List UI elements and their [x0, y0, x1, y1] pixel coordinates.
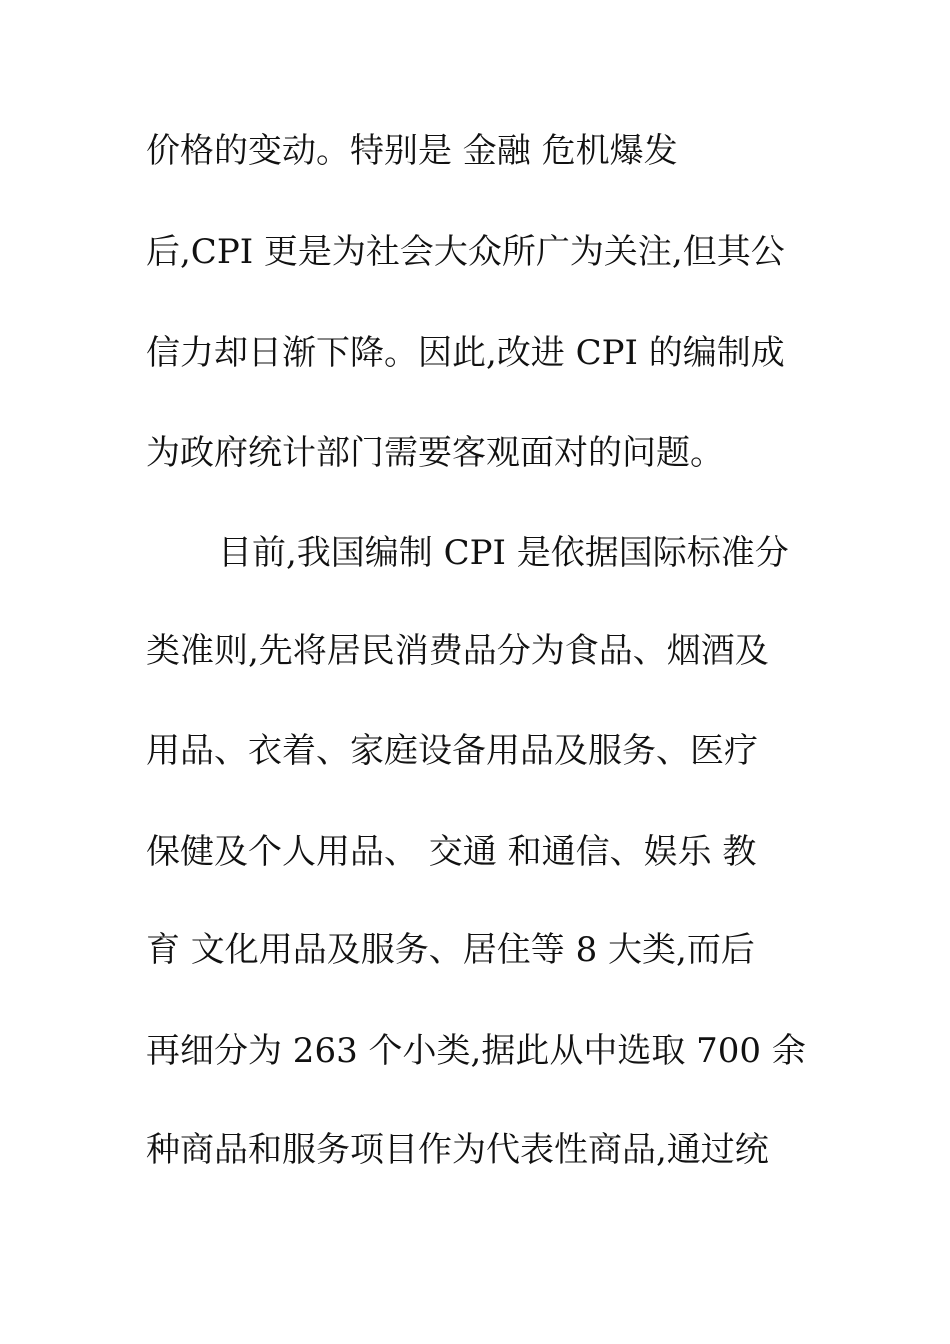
text-line: 类准则,先将居民消费品分为食品、烟酒及	[146, 631, 769, 671]
text-line: 育 文化用品及服务、居住等 8 大类,而后	[146, 930, 755, 970]
text-line: 再细分为 263 个小类,据此从中选取 700 余	[146, 1031, 806, 1071]
paragraph-start-line: 目前,我国编制 CPI 是依据国际标准分	[218, 533, 789, 573]
text-line: 种商品和服务项目作为代表性商品,通过统	[146, 1130, 769, 1170]
text-line: 保健及个人用品、 交通 和通信、娱乐 教	[146, 832, 757, 872]
text-line: 用品、衣着、家庭设备用品及服务、医疗	[146, 731, 758, 771]
text-line: 后,CPI 更是为社会大众所广为关注,但其公	[146, 232, 785, 272]
text-line: 为政府统计部门需要客观面对的问题。	[146, 433, 724, 473]
text-line: 信力却日渐下降。因此,改进 CPI 的编制成	[146, 333, 785, 373]
text-line: 价格的变动。特别是 金融 危机爆发	[146, 131, 678, 171]
